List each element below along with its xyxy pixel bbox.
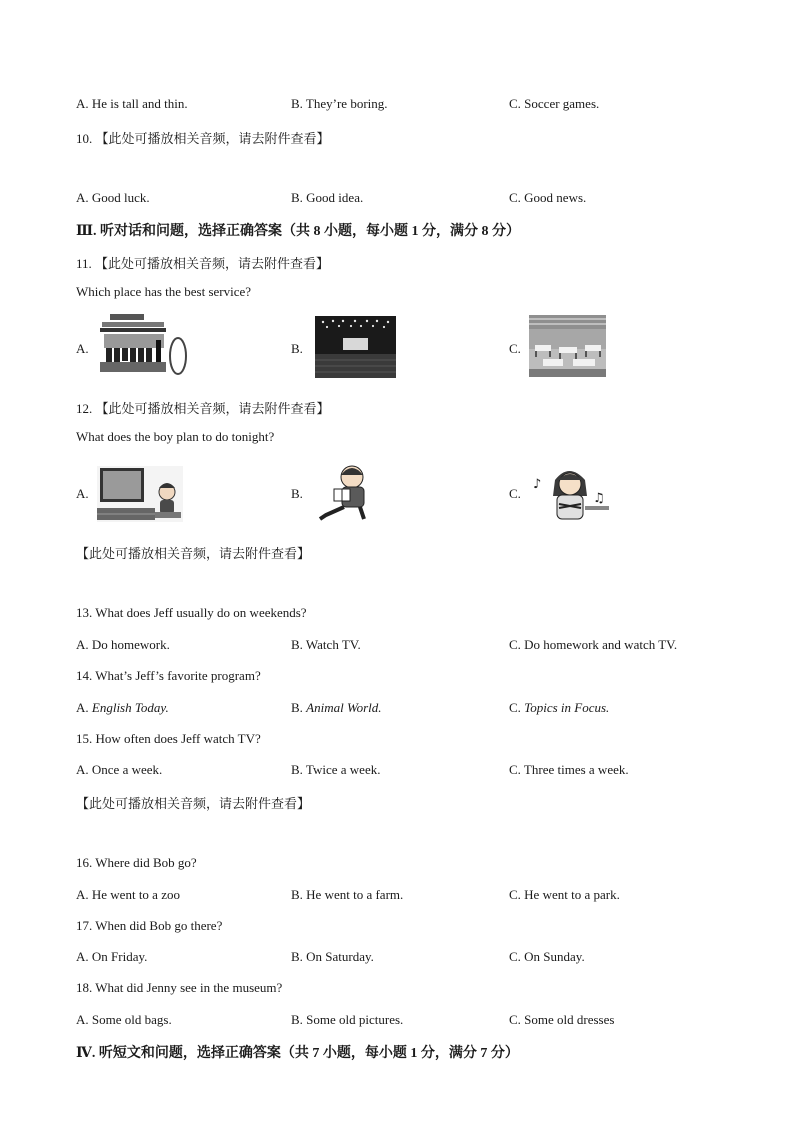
q10-audio-line bbox=[76, 128, 330, 147]
q10-option-c[interactable]: C. Good news. bbox=[509, 190, 587, 205]
q13-option-a[interactable]: A. Do homework. bbox=[76, 637, 170, 652]
q9-option-b[interactable]: B. They’re boring. bbox=[291, 96, 388, 111]
q9-option-a[interactable]: A. He is tall and thin. bbox=[76, 96, 188, 111]
q18-option-b[interactable]: B. Some old pictures. bbox=[291, 1012, 404, 1027]
audio-note-13-15[interactable]: 【此处可播放相关音频，请去附件查看】 bbox=[76, 546, 311, 561]
q18-option-a[interactable]: A. Some old bags. bbox=[76, 1012, 172, 1027]
q15-option-c[interactable]: C. Three times a week. bbox=[509, 762, 629, 777]
clothing-store-image[interactable] bbox=[98, 312, 190, 376]
q12-label-a[interactable]: A. bbox=[76, 486, 89, 501]
boy-reading-image[interactable] bbox=[316, 463, 378, 523]
q14-option-c-title: Topics in Focus. bbox=[524, 700, 610, 715]
q11-audio-note[interactable]: 【此处可播放相关音频，请去附件查看】 bbox=[95, 256, 330, 271]
q13-question: 13. What does Jeff usually do on weekends? bbox=[76, 605, 307, 620]
q11-label-b[interactable]: B. bbox=[291, 341, 303, 356]
q12-label-b[interactable]: B. bbox=[291, 486, 303, 501]
q16-question: 16. Where did Bob go? bbox=[76, 855, 197, 870]
q12-audio-note[interactable]: 【此处可播放相关音频，请去附件查看】 bbox=[95, 401, 330, 416]
q14-option-a-title: English Today. bbox=[91, 700, 169, 715]
q14-option-b-prefix: B. bbox=[291, 700, 307, 715]
q17-option-c[interactable]: C. On Sunday. bbox=[509, 949, 585, 964]
q16-option-c[interactable]: C. He went to a park. bbox=[509, 887, 620, 902]
q12-number: 12. bbox=[76, 401, 93, 416]
q17-question: 17. When did Bob go there? bbox=[76, 918, 223, 933]
q10-audio-note[interactable]: 【此处可播放相关音频，请去附件查看】 bbox=[95, 131, 330, 146]
q11-label-c[interactable]: C. bbox=[509, 341, 521, 356]
q14-option-a[interactable] bbox=[76, 700, 169, 716]
q11-label-a[interactable]: A. bbox=[76, 341, 89, 356]
q17-option-b[interactable]: B. On Saturday. bbox=[291, 949, 374, 964]
section-4-title: Ⅳ. 听短文和问题，选择正确答案（共 7 小题，每小题 1 分，满分 7 分） bbox=[76, 1046, 519, 1061]
q13-option-c[interactable]: C. Do homework and watch TV. bbox=[509, 637, 678, 652]
q14-option-a-prefix: A. bbox=[76, 700, 92, 715]
q10-option-a[interactable]: A. Good luck. bbox=[76, 190, 150, 205]
section-3-title: Ⅲ. 听对话和问题，选择正确答案（共 8 小题，每小题 1 分，满分 8 分） bbox=[76, 224, 521, 239]
restaurant-image[interactable] bbox=[529, 315, 606, 377]
cinema-image[interactable] bbox=[315, 316, 396, 378]
q10-number: 10. bbox=[76, 131, 93, 146]
q18-question: 18. What did Jenny see in the museum? bbox=[76, 980, 283, 995]
q16-option-b[interactable]: B. He went to a farm. bbox=[291, 887, 404, 902]
svg-text:♫: ♫ bbox=[593, 491, 605, 506]
q14-option-c[interactable] bbox=[509, 700, 609, 716]
q14-question: 14. What’s Jeff’s favorite program? bbox=[76, 668, 261, 683]
q14-option-b-title: Animal World. bbox=[306, 700, 382, 715]
q17-option-a[interactable]: A. On Friday. bbox=[76, 949, 148, 964]
q12-question: What does the boy plan to do tonight? bbox=[76, 429, 275, 444]
q11-question: Which place has the best service? bbox=[76, 284, 252, 299]
q12-audio-line bbox=[76, 398, 330, 417]
q9-option-c[interactable]: C. Soccer games. bbox=[509, 96, 600, 111]
q13-option-b[interactable]: B. Watch TV. bbox=[291, 637, 361, 652]
q15-question: 15. How often does Jeff watch TV? bbox=[76, 731, 261, 746]
q10-option-b[interactable]: B. Good idea. bbox=[291, 190, 364, 205]
svg-text:♪: ♪ bbox=[533, 477, 542, 492]
q15-option-b[interactable]: B. Twice a week. bbox=[291, 762, 381, 777]
audio-note-16-18[interactable]: 【此处可播放相关音频，请去附件查看】 bbox=[76, 796, 311, 811]
q16-option-a[interactable]: A. He went to a zoo bbox=[76, 887, 180, 902]
q15-option-a[interactable]: A. Once a week. bbox=[76, 762, 163, 777]
q14-option-c-prefix: C. bbox=[509, 700, 525, 715]
q11-number: 11. bbox=[76, 256, 92, 271]
boy-watching-tv-image[interactable] bbox=[97, 466, 183, 522]
q12-label-c[interactable]: C. bbox=[509, 486, 521, 501]
q14-option-b[interactable] bbox=[291, 700, 382, 716]
q18-option-c[interactable]: C. Some old dresses bbox=[509, 1012, 615, 1027]
girl-listening-music-image[interactable] bbox=[531, 462, 610, 524]
q11-audio-line bbox=[76, 253, 329, 272]
